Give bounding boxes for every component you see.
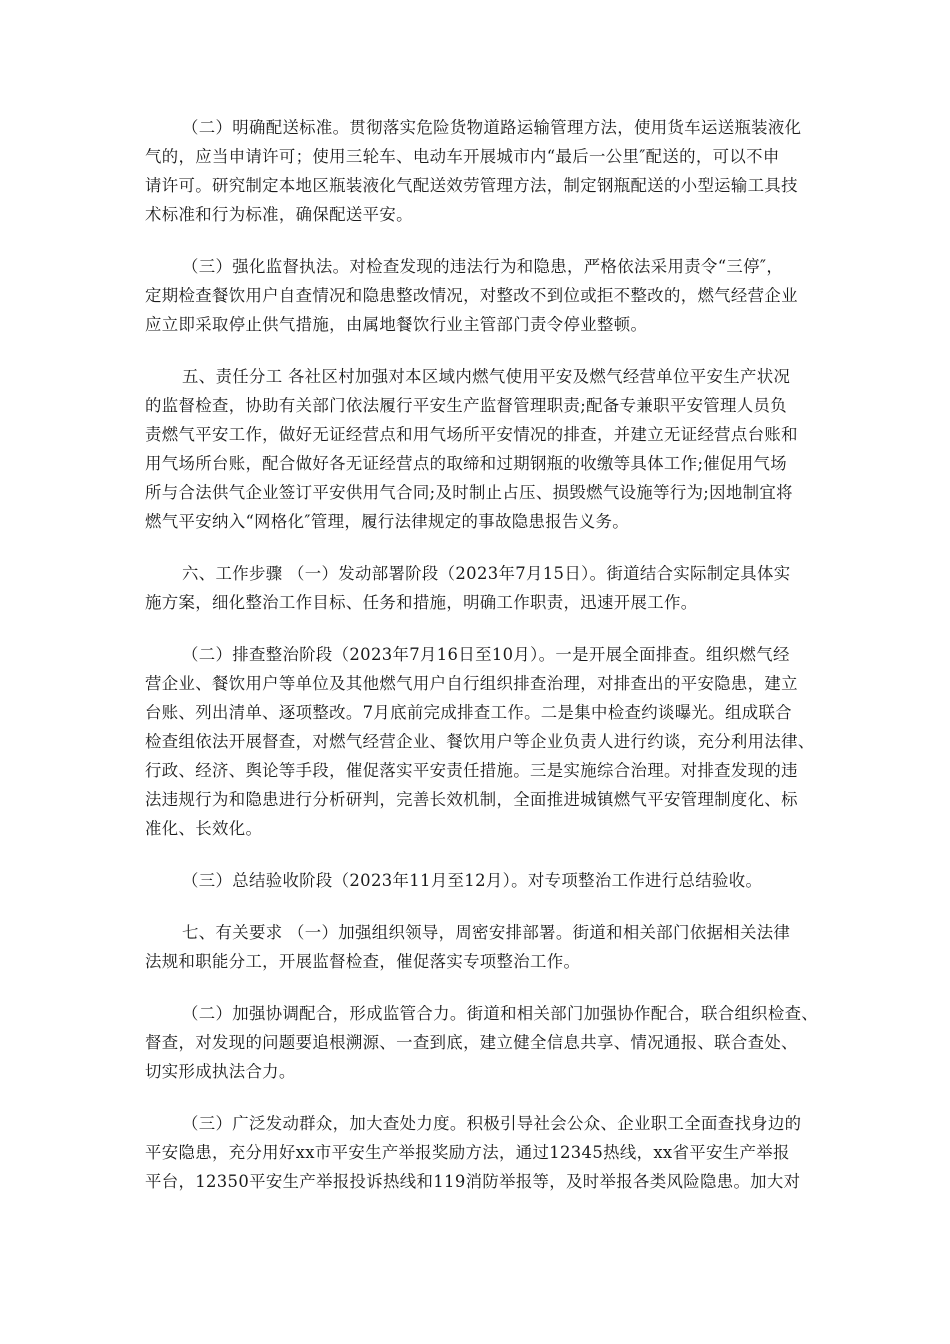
text-line: 术标准和行为标准，确保配送平安。: [145, 205, 413, 224]
paragraph-delivery-standard: [145, 113, 817, 229]
text-line: 平台，12350平安生产举报投诉热线和119消防举报等，及时举报各类风险隐患。加大对: [145, 1172, 801, 1191]
text-line: （三）强化监督执法。对检查发现的违法行为和隐患，严格依法采用责令“三停″，: [182, 257, 784, 276]
text-line: 施方案，细化整治工作目标、任务和措施，明确工作职责，迅速开展工作。: [145, 593, 698, 612]
paragraph-coordination: [145, 999, 817, 1086]
text-line: 燃气平安纳入“网格化″管理，履行法律规定的事故隐患报告义务。: [145, 512, 629, 531]
text-line: 五、责任分工 各社区村加强对本区域内燃气使用平安及燃气经营单位平安生产状况: [182, 367, 791, 386]
text-line: 营企业、餐饮用户等单位及其他燃气用户自行组织排查治理，对排查出的平安隐患，建立: [145, 674, 798, 693]
paragraph-work-steps: [145, 559, 817, 617]
text-line: 法规和职能分工，开展监督检查，催促落实专项整治工作。: [145, 952, 581, 971]
text-line: 平安隐患，充分用好xx市平安生产举报奖励方法，通过12345热线，xx省平安生产举报: [145, 1143, 790, 1162]
text-line: 行政、经济、舆论等手段，催促落实平安责任措施。三是实施综合治理。对排查发现的违: [145, 761, 798, 780]
text-line: 切实形成执法合力。: [145, 1062, 296, 1081]
text-line: 检查组依法开展督查，对燃气经营企业、餐饮用户等企业负责人进行约谈，充分利用法律、: [145, 732, 815, 751]
text-line: 准化、长效化。: [145, 819, 263, 838]
paragraph-inspection-stage: [145, 640, 817, 843]
text-line: 七、有关要求 （一）加强组织领导，周密安排部署。街道和相关部门依据相关法律: [182, 923, 791, 942]
text-line: （二）加强协调配合，形成监管合力。街道和相关部门加强协作配合，联合组织检查、: [182, 1004, 819, 1023]
paragraph-supervision-enforcement: [145, 252, 817, 339]
text-line: （二）排查整治阶段（2023年7月16日至10月）。一是开展全面排查。组织燃气经: [182, 645, 790, 664]
text-line: （二）明确配送标准。贯彻落实危险货物道路运输管理方法，使用货车运送瓶装液化: [182, 118, 802, 137]
text-line: 请许可。研究制定本地区瓶装液化气配送效劳管理方法，制定钢瓶配送的小型运输工具技: [145, 176, 798, 195]
text-line: （三）广泛发动群众，加大查处力度。积极引导社会公众、企业职工全面查找身边的: [182, 1114, 802, 1133]
text-line: 责燃气平安工作，做好无证经营点和用气场所平安情况的排查，并建立无证经营点台账和: [145, 425, 798, 444]
text-line: 台账、列出清单、逐项整改。7月底前完成排查工作。二是集中检查约谈曝光。组成联合: [145, 703, 792, 722]
text-line: 定期检查餐饮用户自查情况和隐患整改情况，对整改不到位或拒不整改的，燃气经营企业: [145, 286, 798, 305]
text-line: （三）总结验收阶段（2023年11月至12月）。对专项整治工作进行总结验收。: [182, 871, 763, 890]
text-line: 所与合法供气企业签订平安供用气合同;及时制止占压、损毁燃气设施等行为;因地制宜将: [145, 483, 793, 502]
text-line: 的监督检查，协助有关部门依法履行平安生产监督管理职责;配备专兼职平安管理人员负: [145, 396, 788, 415]
text-line: 督查，对发现的问题要追根溯源、一查到底，建立健全信息共享、情况通报、联合查处、: [145, 1033, 798, 1052]
text-line: 法违规行为和隐患进行分析研判，完善长效机制，全面推进城镇燃气平安管理制度化、标: [145, 790, 798, 809]
paragraph-responsibility-division: [145, 362, 817, 536]
text-line: 用气场所台账，配合做好各无证经营点的取缔和过期钢瓶的收缴等具体工作;催促用气场: [145, 454, 788, 473]
text-line: 六、工作步骤 （一）发动部署阶段（2023年7月15日）。街道结合实际制定具体实: [182, 564, 791, 583]
text-line: 气的，应当申请许可；使用三轮车、电动车开展城市内“最后一公里″配送的，可以不申: [145, 147, 780, 166]
text-line: 应立即采取停止供气措施，由属地餐饮行业主管部门责令停业整顿。: [145, 315, 648, 334]
paragraph-public-mobilization: [145, 1109, 817, 1196]
document-body: [145, 113, 817, 1219]
paragraph-requirements: [145, 918, 817, 976]
paragraph-summary-stage: [145, 866, 817, 895]
